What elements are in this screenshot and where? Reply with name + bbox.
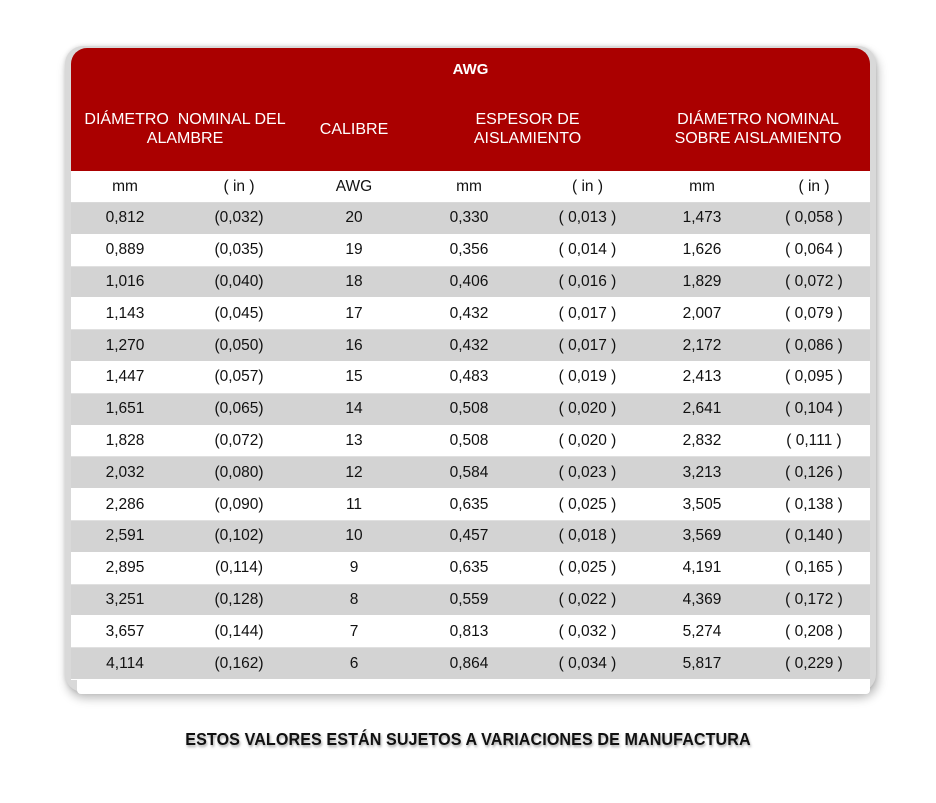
table-cell: ( 0,022 ) — [558, 590, 617, 608]
table-cell: ( 0,126 ) — [785, 463, 843, 481]
unit-cell: ( in ) — [572, 177, 603, 195]
table-cell: 0,457 — [449, 527, 489, 545]
table-cell: 17 — [345, 304, 363, 322]
table-row — [71, 267, 870, 299]
table-cell: 0,813 — [449, 622, 489, 640]
table-cell: 10 — [345, 527, 363, 545]
awg-table — [71, 48, 870, 694]
table-cell: ( 0,017 ) — [558, 304, 617, 322]
table-cell: (0,102) — [214, 527, 264, 545]
table-cell: ( 0,020 ) — [558, 400, 617, 418]
table-cell: (0,065) — [214, 400, 264, 418]
table-cell: ( 0,172 ) — [785, 590, 843, 608]
table-cell: 20 — [345, 209, 363, 227]
table-row — [71, 553, 870, 585]
table-cell: (0,072) — [214, 431, 264, 449]
table-cell: (0,035) — [214, 241, 264, 259]
table-cell: 2,895 — [105, 559, 145, 577]
unit-cell: ( in ) — [798, 177, 830, 195]
table-cell: ( 0,014 ) — [558, 241, 617, 259]
table-cell: 0,356 — [449, 241, 489, 259]
table-cell: ( 0,165 ) — [785, 559, 843, 577]
table-cell: 1,447 — [105, 368, 145, 386]
table-cell: 12 — [345, 463, 363, 481]
table-row — [71, 648, 870, 680]
table-cell: (0,032) — [214, 209, 264, 227]
table-body — [71, 203, 870, 680]
table-cell: ( 0,095 ) — [785, 368, 843, 386]
table-cell: ( 0,072 ) — [785, 272, 843, 290]
table-row — [71, 457, 870, 489]
table-cell: ( 0,034 ) — [558, 654, 617, 672]
table-cell: 0,635 — [449, 559, 489, 577]
table-cell: 3,505 — [682, 495, 722, 513]
table-row — [71, 330, 870, 362]
table-cell: 1,016 — [105, 272, 145, 290]
table-cell: 2,007 — [682, 304, 722, 322]
table-cell: 1,473 — [682, 209, 722, 227]
table-cell: 1,829 — [682, 272, 722, 290]
unit-cell: mm — [456, 177, 482, 195]
table-cell: (0,114) — [215, 559, 263, 577]
table-cell: ( 0,016 ) — [558, 272, 617, 290]
units-row — [71, 171, 870, 202]
table-cell: 2,832 — [682, 431, 722, 449]
table-row — [71, 362, 870, 394]
table-cell: 14 — [345, 400, 363, 418]
table-bottom-strip — [77, 680, 870, 694]
table-cell: 0,432 — [449, 304, 489, 322]
table-cell: ( 0,018 ) — [558, 527, 617, 545]
table-cell: 11 — [345, 495, 363, 513]
table-cell: 7 — [349, 622, 359, 640]
unit-cell: AWG — [335, 177, 373, 195]
table-cell: 1,828 — [105, 431, 145, 449]
table-cell: 2,286 — [105, 495, 145, 513]
table-row — [71, 394, 870, 426]
table-cell: (0,080) — [214, 463, 264, 481]
table-cell: 0,330 — [449, 209, 489, 227]
table-cell: ( 0,023 ) — [558, 463, 617, 481]
table-cell: 3,569 — [682, 527, 722, 545]
table-row — [71, 426, 870, 458]
header-calibre: CALIBRE — [319, 121, 389, 138]
table-cell: 2,172 — [682, 336, 722, 354]
table-cell: (0,045) — [214, 304, 264, 322]
table-cell: 0,406 — [449, 272, 489, 290]
table-cell: 1,143 — [105, 304, 145, 322]
table-cell: 0,584 — [449, 463, 489, 481]
table-cell: ( 0,111 ) — [786, 431, 842, 449]
table-cell: ( 0,013 ) — [558, 209, 617, 227]
table-cell: (0,090) — [214, 495, 264, 513]
table-cell: 18 — [345, 272, 363, 290]
table-cell: (0,057) — [214, 368, 264, 386]
table-cell: 16 — [345, 336, 363, 354]
table-cell: 1,626 — [682, 241, 722, 259]
table-cell: 2,413 — [682, 368, 722, 386]
unit-cell: mm — [689, 177, 715, 195]
table-cell: 0,508 — [449, 400, 489, 418]
table-cell: ( 0,058 ) — [785, 209, 843, 227]
table-cell: 5,274 — [682, 622, 722, 640]
unit-cell: ( in ) — [223, 177, 255, 195]
table-cell: 4,114 — [106, 654, 144, 672]
table-cell: 6 — [349, 654, 359, 672]
table-cell: 8 — [349, 590, 359, 608]
unit-cell: mm — [112, 177, 138, 195]
table-cell: (0,128) — [214, 590, 264, 608]
table-cell: 19 — [345, 241, 363, 259]
table-title: AWG — [452, 61, 489, 78]
table-cell: 3,213 — [682, 463, 722, 481]
table-cell: 3,657 — [105, 622, 145, 640]
table-row — [71, 235, 870, 267]
table-row — [71, 298, 870, 330]
table-cell: ( 0,229 ) — [785, 654, 843, 672]
table-cell: ( 0,064 ) — [785, 241, 843, 259]
table-cell: 0,864 — [449, 654, 489, 672]
table-row — [71, 489, 870, 521]
header-diametro-alambre: DIÁMETRO NOMINAL DEL ALAMBRE — [84, 111, 286, 147]
table-cell: ( 0,025 ) — [558, 559, 617, 577]
table-cell: 0,812 — [105, 209, 145, 227]
table-row — [71, 585, 870, 617]
table-cell: ( 0,079 ) — [785, 304, 843, 322]
table-cell: ( 0,104 ) — [785, 400, 843, 418]
table-cell: 0,635 — [449, 495, 489, 513]
table-cell: (0,040) — [214, 272, 264, 290]
table-cell: 0,432 — [449, 336, 489, 354]
table-cell: ( 0,208 ) — [785, 622, 843, 640]
table-cell: ( 0,140 ) — [785, 527, 843, 545]
table-cell: 4,191 — [682, 559, 722, 577]
table-cell: 5,817 — [682, 654, 722, 672]
table-header — [71, 48, 870, 171]
table-cell: 2,591 — [105, 527, 145, 545]
table-cell: 1,651 — [105, 400, 145, 418]
header-espesor-aislamiento: ESPESOR DE AISLAMIENTO — [473, 111, 582, 147]
table-cell: 0,483 — [449, 368, 489, 386]
manufacturing-note: ESTOS VALORES ESTÁN SUJETOS A VARIACIONES DE MANUFACTURA — [185, 729, 751, 749]
table-row — [71, 616, 870, 648]
table-cell: ( 0,020 ) — [558, 431, 617, 449]
table-cell: 9 — [349, 559, 359, 577]
table-cell: 2,641 — [682, 400, 722, 418]
table-cell: ( 0,025 ) — [558, 495, 617, 513]
table-cell: ( 0,086 ) — [785, 336, 843, 354]
table-cell: 2,032 — [105, 463, 145, 481]
table-row — [71, 521, 870, 553]
table-cell: 0,559 — [449, 590, 489, 608]
table-cell: 15 — [345, 368, 363, 386]
table-cell: 0,889 — [105, 241, 145, 259]
table-cell: 1,270 — [105, 336, 145, 354]
table-cell: 0,508 — [449, 431, 489, 449]
table-cell: ( 0,019 ) — [558, 368, 617, 386]
table-cell: ( 0,032 ) — [558, 622, 617, 640]
table-cell: 4,369 — [682, 590, 722, 608]
table-cell: ( 0,138 ) — [785, 495, 843, 513]
table-cell: (0,162) — [214, 654, 264, 672]
table-cell: 3,251 — [105, 590, 145, 608]
table-cell: 13 — [345, 431, 363, 449]
header-diametro-sobre-aislamiento: DIÁMETRO NOMINAL SOBRE AISLAMIENTO — [674, 111, 842, 147]
table-cell: (0,144) — [214, 622, 264, 640]
table-cell: ( 0,017 ) — [558, 336, 617, 354]
table-cell: (0,050) — [214, 336, 264, 354]
table-row — [71, 203, 870, 235]
